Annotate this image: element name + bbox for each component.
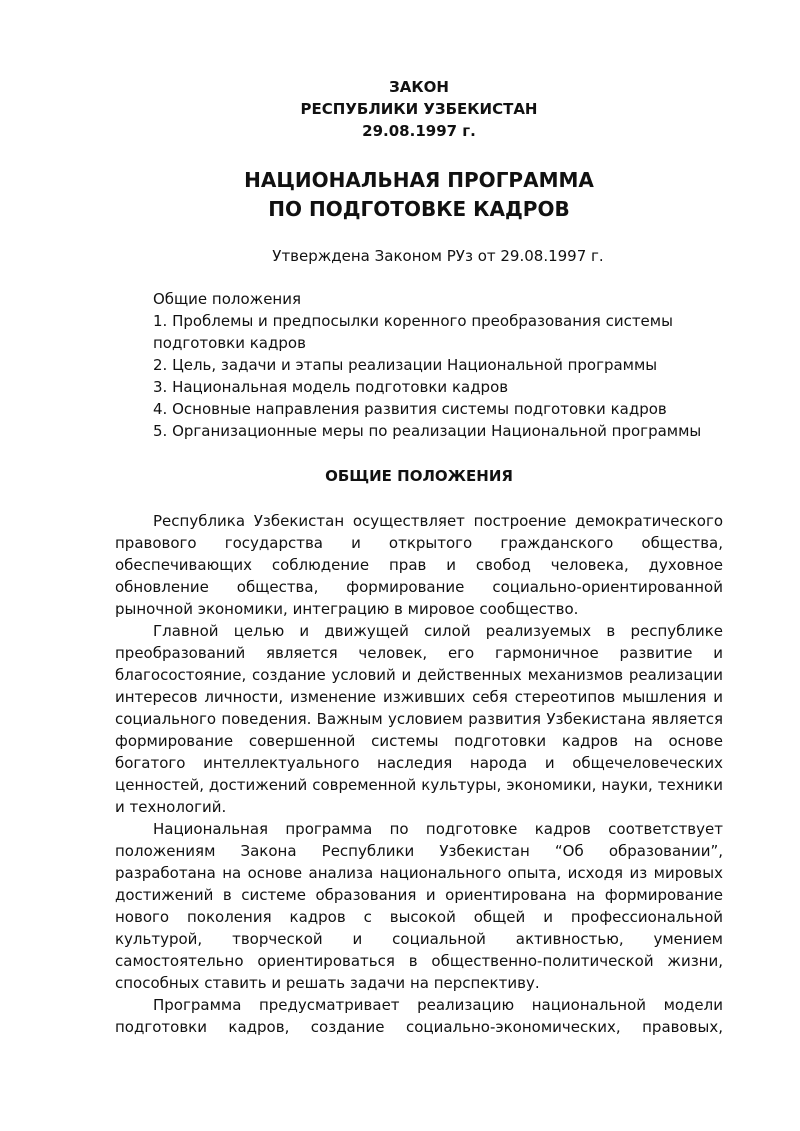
toc-item-1-line2: подготовки кадров — [153, 334, 306, 352]
paragraph-line: интересов личности, изменение изживших себя стереотипов мышления и — [115, 688, 723, 706]
paragraph-line: самостоятельно ориентироваться в общественно-политической жизни, — [115, 952, 723, 970]
paragraph-line: Национальная программа по подготовке кадров соответствует — [153, 820, 723, 838]
toc-item-4: 4. Основные направления развития системы подготовки кадров — [153, 400, 667, 418]
paragraph-line: рыночной экономики, интеграцию в мировое сообщество. — [115, 600, 579, 618]
paragraph-line: ценностей, достижений современной культуры, экономики, науки, техники — [115, 776, 723, 794]
paragraph-line: богатого интеллектуального наследия народа и общечеловеческих — [115, 754, 723, 772]
law-header-republic: РЕСПУБЛИКИ УЗБЕКИСТАН — [300, 100, 538, 118]
paragraph-line: подготовки кадров, создание социально-экономических, правовых, — [115, 1018, 723, 1036]
paragraph-line: нового поколения кадров с высокой общей и профессиональной — [115, 908, 723, 926]
table-of-contents — [153, 288, 743, 442]
paragraph-line: обеспечивающих соблюдение прав и свобод человека, духовное — [115, 556, 723, 574]
toc-item-general: Общие положения — [153, 290, 302, 308]
paragraph-line: Главной целью и движущей силой реализуемых в республике — [153, 622, 723, 640]
paragraph-line: и технологий. — [115, 798, 227, 816]
paragraph-line: обновление общества, формирование социально-ориентированной — [115, 578, 723, 596]
body-text — [115, 510, 723, 1038]
paragraph-line: способных ставить и решать задачи на перспективу. — [115, 974, 540, 992]
paragraph-line: формирование совершенной системы подготовки кадров на основе — [115, 732, 723, 750]
toc-item-2: 2. Цель, задачи и этапы реализации Национальной программы — [153, 356, 658, 374]
paragraph-line: социального поведения. Важным условием развития Узбекистана является — [115, 710, 723, 728]
paragraph — [115, 818, 723, 994]
paragraph-line: правового государства и открытого гражданского общества, — [115, 534, 723, 552]
paragraph — [115, 994, 723, 1038]
paragraph-line: Республика Узбекистан осуществляет построение демократического — [153, 512, 723, 530]
program-title-line2: ПО ПОДГОТОВКЕ КАДРОВ — [268, 197, 570, 221]
paragraph-line: благосостояние, создание условий и действенных механизмов реализации — [115, 666, 723, 684]
paragraph-line: преобразований является человек, его гармоничное развитие и — [115, 644, 723, 662]
law-header — [0, 76, 800, 142]
section-heading: ОБЩИЕ ПОЛОЖЕНИЯ — [325, 467, 513, 485]
toc-item-3: 3. Национальная модель подготовки кадров — [153, 378, 509, 396]
paragraph-line: Программа предусматривает реализацию национальной модели — [153, 996, 723, 1014]
paragraph — [115, 510, 723, 620]
paragraph-line: разработана на основе анализа национального опыта, исходя из мировых — [115, 864, 723, 882]
law-header-type: ЗАКОН — [389, 78, 449, 96]
toc-item-5: 5. Организационные меры по реализации Национальной программы — [153, 422, 702, 440]
program-title-line1: НАЦИОНАЛЬНАЯ ПРОГРАММА — [244, 168, 594, 192]
program-title — [0, 166, 800, 224]
toc-item-1 — [153, 310, 743, 354]
toc-item-1-line1: 1. Проблемы и предпосылки коренного преобразования системы — [153, 312, 673, 330]
law-header-date: 29.08.1997 г. — [362, 122, 476, 140]
paragraph-line: достижений в системе образования и ориентирована на формирование — [115, 886, 723, 904]
paragraph-line: культурой, творческой и социальной активностью, умением — [115, 930, 723, 948]
paragraph-line: положениям Закона Республики Узбекистан “Об образовании”, — [115, 842, 723, 860]
approval-note: Утверждена Законом РУз от 29.08.1997 г. — [272, 247, 604, 265]
paragraph — [115, 620, 723, 818]
